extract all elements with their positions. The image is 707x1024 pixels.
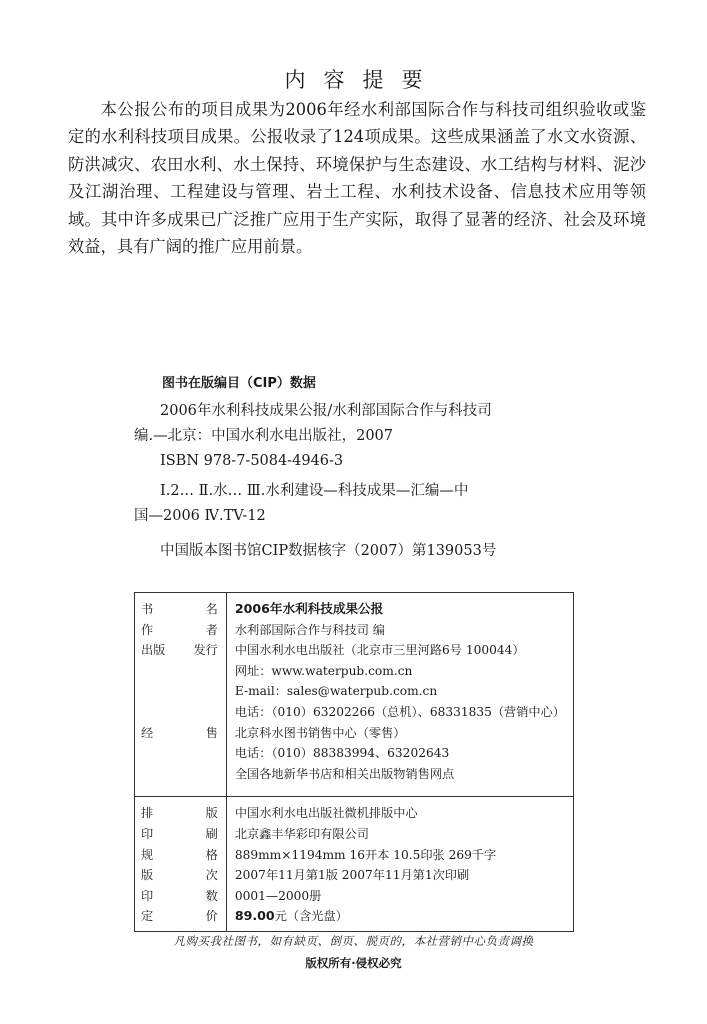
price-amount: 89.00 — [234, 908, 275, 924]
email: E-mail：sales@waterpub.com.cn — [234, 684, 438, 699]
print-labels — [135, 797, 227, 932]
cip-bibliographic — [134, 399, 576, 474]
publisher: 中国水利水电出版社（北京市三里河路6号 100044） — [234, 643, 525, 658]
edition: 2007年11月第1版 2007年11月第1次印刷 — [234, 868, 470, 883]
pub-values — [226, 593, 573, 797]
distributor-phone: 电话：（010）88383994、63202643 — [234, 746, 450, 761]
author: 水利部国际合作与科技司 编 — [234, 622, 385, 637]
publication-info-table — [134, 592, 574, 932]
cip-class-line2: 国—2006 Ⅳ.TV-12 — [134, 508, 266, 524]
price — [235, 906, 565, 927]
cip-publisher-line: 编.—北京：中国水利水电出版社，2007 — [134, 428, 394, 444]
label-distributor: 经 售 — [141, 725, 218, 740]
copyright-notice: 版权所有·侵权必究 — [305, 956, 402, 970]
label-price: 定 价 — [141, 909, 218, 924]
typesetter: 中国水利水电出版社微机排版中心 — [234, 806, 418, 821]
label-publisher: 出版 发行 — [141, 643, 218, 658]
replacement-notice: 凡购买我社图书，如有缺页、倒页、脱页的，本社营销中心负责调换 — [173, 934, 534, 948]
label-copies: 印 数 — [141, 888, 218, 903]
price-suffix: 元（含光盘） — [274, 909, 348, 924]
label-book-name: 书 名 — [141, 602, 218, 616]
cip-classification — [134, 479, 576, 529]
label-author: 作 者 — [141, 622, 218, 637]
cip-class-line1: Ⅰ.2… Ⅱ.水… Ⅲ.水利建设—科技成果—汇编—中 — [160, 483, 469, 499]
cip-heading: 图书在版编目（CIP）数据 — [162, 376, 316, 391]
print-run: 0001—2000册 — [234, 888, 322, 903]
label-typeset: 排 版 — [141, 806, 218, 821]
label-printer: 印 刷 — [141, 826, 218, 841]
website: 网址：www.waterpub.com.cn — [234, 663, 413, 678]
format-spec: 889mm×1194mm 16开本 10.5印张 269千字 — [234, 847, 497, 862]
phone: 电话：（010）63202266（总机）、68331835（营销中心） — [234, 704, 565, 719]
print-values — [226, 797, 573, 932]
cip-record-number: 中国版本图书馆CIP数据核字（2007）第139053号 — [160, 543, 497, 559]
distributor: 北京科水图书销售中心（零售） — [234, 725, 406, 740]
cip-title-line: 2006年水利科技成果公报/水利部国际合作与科技司 — [160, 403, 492, 419]
label-spec: 规 格 — [141, 847, 218, 862]
label-edition: 版 次 — [141, 868, 218, 883]
pub-labels — [135, 593, 227, 797]
summary-title: 内容提要 — [284, 68, 441, 92]
printer: 北京鑫丰华彩印有限公司 — [234, 826, 369, 841]
cip-isbn: ISBN 978-7-5084-4946-3 — [160, 453, 344, 469]
book-name: 2006年水利科技成果公报 — [234, 601, 384, 616]
distribution-network: 全国各地新华书店和相关出版物销售网点 — [234, 766, 455, 781]
summary-body: 本公报公布的项目成果为2006年经水利部国际合作与科技司组织验收或鉴定的水利科技项目成果。公报收录了124项成果。这些成果涵盖了水文水资源、防洪减灾、农田水利、水土保持、环境保护与生态建设、水工结构与材料、泥沙及江湖治理、工程建设与管理、岩土工程、水利技术设备、信息技术应用等领域。其中许多成果已广泛推广应用于生产实际，取得了显著的经济、社会及环境效益，具有广阔的推广应用前景。 — [68, 100, 646, 257]
